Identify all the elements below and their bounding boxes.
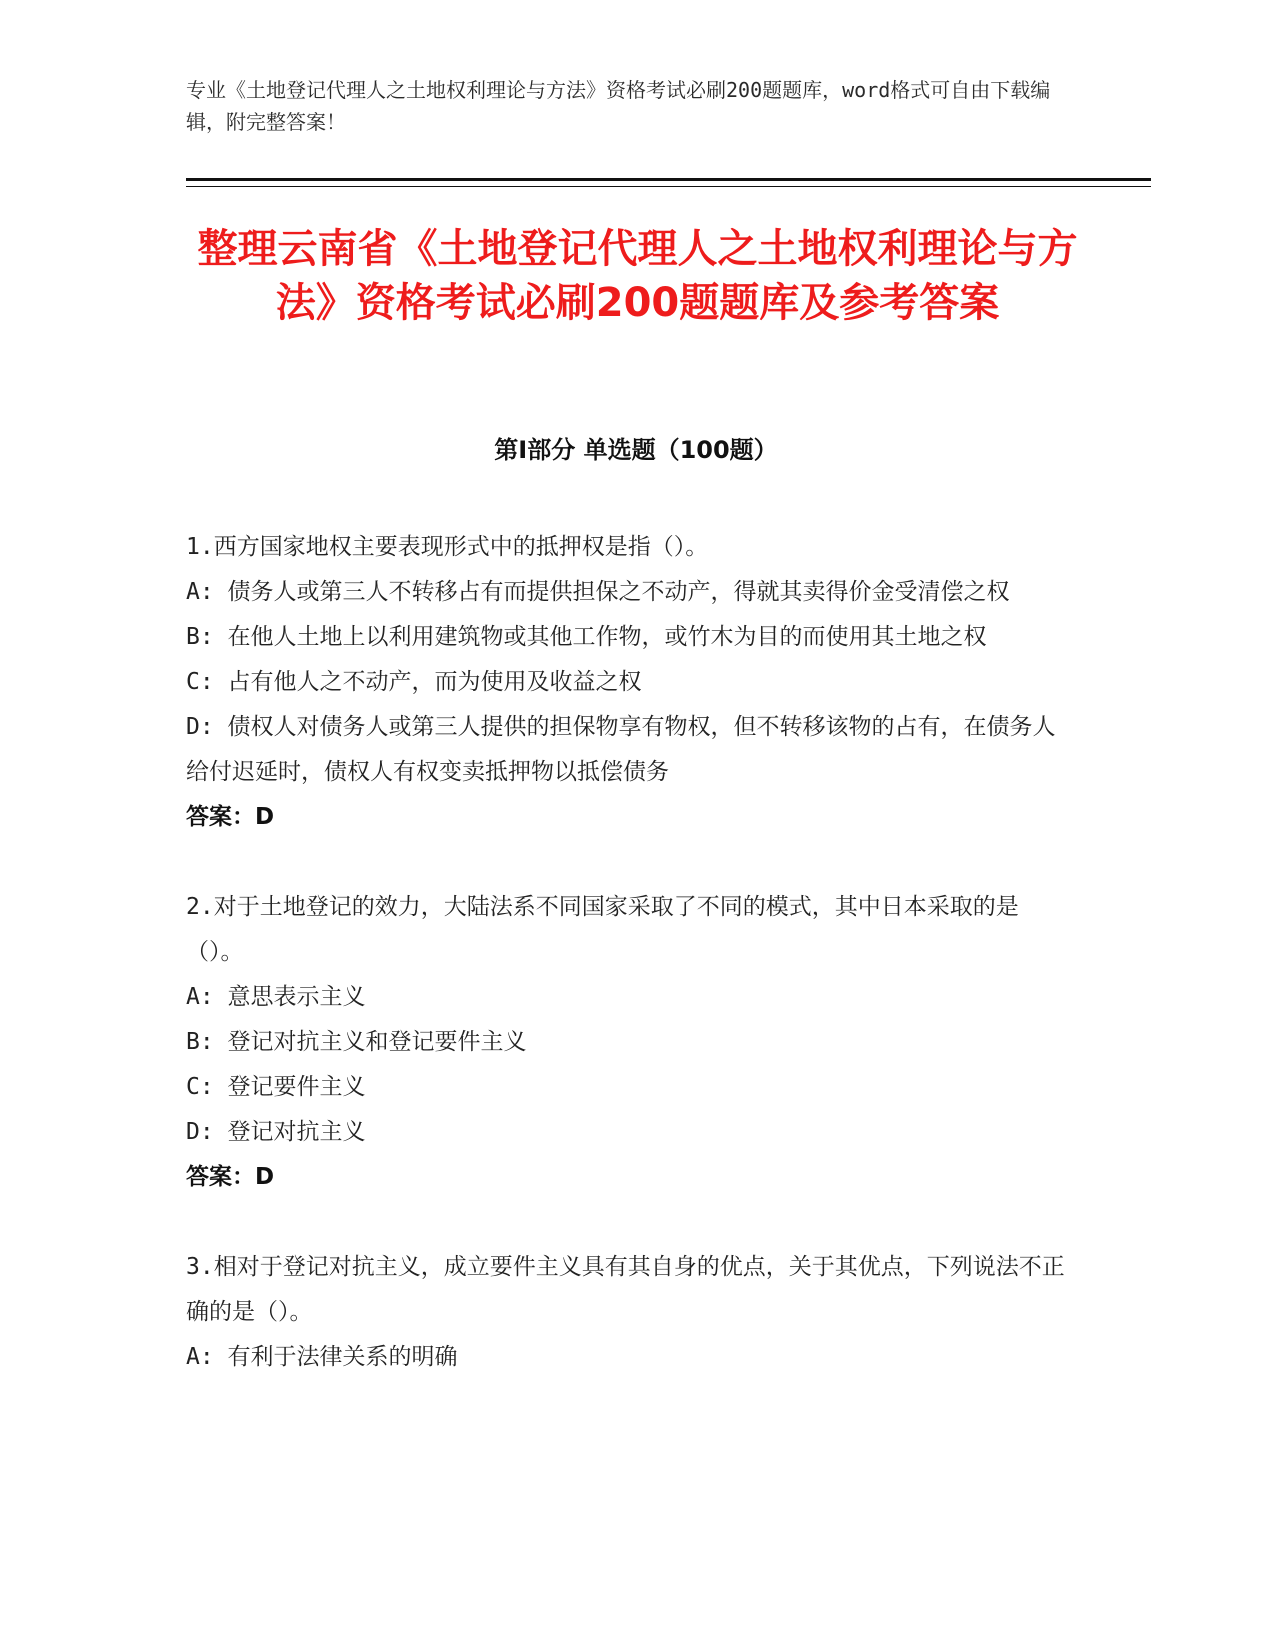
option-d: D: 登记对抗主义 xyxy=(186,1119,366,1145)
question-1 xyxy=(186,525,1066,840)
option-d: D: 债权人对债务人或第三人提供的担保物享有物权，但不转移该物的占有，在债务人给付迟延时，债权人有权变卖抵押物以抵偿债务 xyxy=(186,714,1056,785)
header-divider-thin xyxy=(186,186,1151,187)
header-note: 专业《土地登记代理人之土地权利理论与方法》资格考试必刷200题题库，word格式可自由下载编辑，附完整答案！ xyxy=(186,78,1051,134)
question-2 xyxy=(186,885,1066,1200)
option-a: A: 有利于法律关系的明确 xyxy=(186,1344,458,1370)
option-c: C: 登记要件主义 xyxy=(186,1074,366,1100)
answer: 答案：D xyxy=(186,804,275,830)
document-title: 整理云南省《土地登记代理人之土地权利理论与方法》资格考试必刷200题题库及参考答案 xyxy=(197,226,1078,326)
option-b: B: 登记对抗主义和登记要件主义 xyxy=(186,1029,527,1055)
section-title: 第I部分 单选题（100题） xyxy=(494,436,778,464)
option-c: C: 占有他人之不动产，而为使用及收益之权 xyxy=(186,669,642,695)
question-stem: 1.西方国家地权主要表现形式中的抵押权是指（）。 xyxy=(186,534,709,560)
question-list xyxy=(186,525,1066,1380)
question-stem: 2.对于土地登记的效力，大陆法系不同国家采取了不同的模式，其中日本采取的是（）。 xyxy=(186,894,1019,965)
answer: 答案：D xyxy=(186,1164,275,1190)
option-a: A: 债务人或第三人不转移占有而提供担保之不动产，得就其卖得价金受清偿之权 xyxy=(186,579,1010,605)
option-a: A: 意思表示主义 xyxy=(186,984,366,1010)
option-b: B: 在他人土地上以利用建筑物或其他工作物，或竹木为目的而使用其土地之权 xyxy=(186,624,987,650)
question-3 xyxy=(186,1245,1066,1380)
question-stem: 3.相对于登记对抗主义，成立要件主义具有其自身的优点，关于其优点，下列说法不正确的是（）。 xyxy=(186,1254,1065,1325)
header-divider-thick xyxy=(186,178,1151,181)
